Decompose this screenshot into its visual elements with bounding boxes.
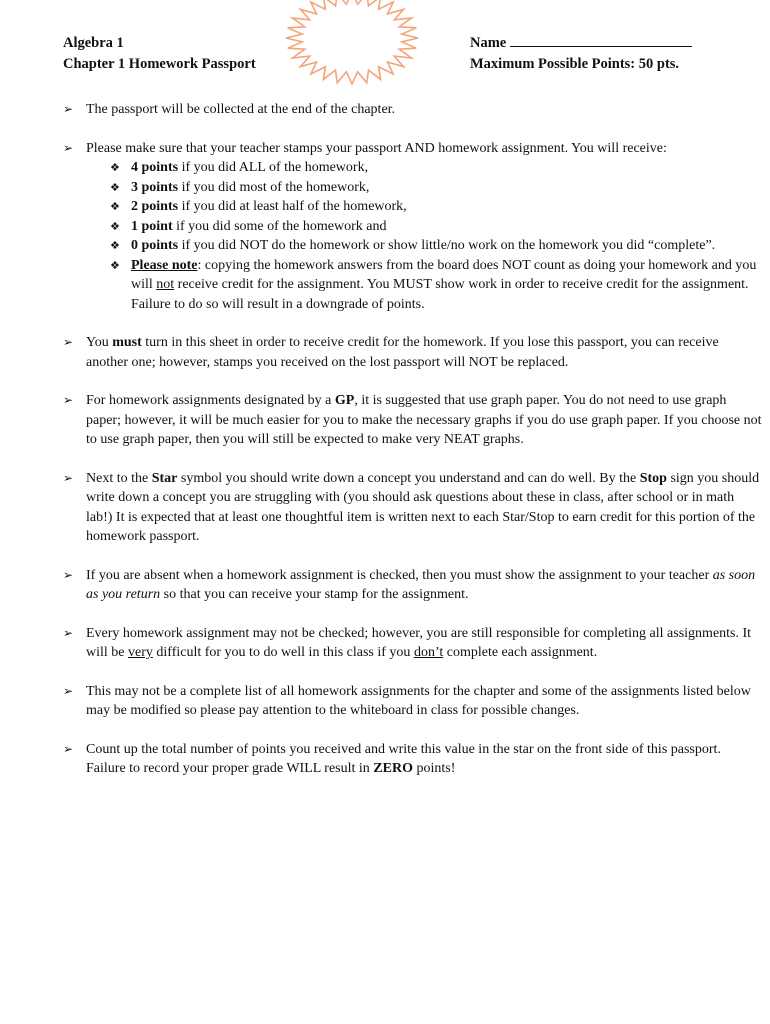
- rule-must-turn-in: ➢ You must turn in this sheet in order to receive credit for the homework. If you lose this passport, you can receive another one; however, stamps you received on the lost passport will NOT be replaced.: [63, 335, 719, 370]
- arrow-bullet-icon: ➢: [63, 102, 74, 116]
- list-item: ❖ 4 points if you did ALL of the homework,: [86, 158, 763, 178]
- page-title: Chapter 1 Homework Passport: [63, 56, 256, 72]
- points-list: [86, 158, 763, 314]
- course-name: Algebra 1: [63, 35, 124, 51]
- diamond-bullet-icon: ❖: [110, 239, 120, 252]
- diamond-bullet-icon: ❖: [110, 200, 120, 213]
- list-item: ❖ 0 points if you did NOT do the homework or show little/no work on the homework you did “complete”.: [86, 236, 763, 256]
- name-field: [470, 33, 692, 54]
- rule-graph-paper: ➢ For homework assignments designated by a GP, it is suggested that use graph paper. You do not need to use graph paper; however, it will be much easier for you to make the necessary graphs if you do use graph paper. If you choose not to use graph paper, then you will still be expected to make very NEAT graphs.: [63, 393, 762, 447]
- note-item: ❖ Please note: copying the homework answers from the board does NOT count as doing your homework and you will not receive credit for the assignment. You MUST show work in order to receive credit for the assignment. Failure to do so will result in a downgrade of points.: [110, 257, 757, 312]
- list-item: ❖ 2 points if you did at least half of the homework,: [86, 197, 763, 217]
- rules-list: [63, 100, 763, 798]
- arrow-bullet-icon: ➢: [63, 567, 74, 582]
- rule-count-points: ➢ Count up the total number of points you received and write this value in the star on the front side of this passport. Failure to record your proper grade WILL result in ZERO points!: [63, 741, 721, 776]
- rule-stamps: ➢ Please make sure that your teacher stamps your passport AND homework assignment. You will receive: ❖ 4 points if you did ALL of the homework, ❖ 3 points if you did most of the homework, ❖ 2 points if you did at least half of the homework, ❖ 1 point if you did some of the homework and ❖ 0 points if you did NOT do the homework or show little/no work on the homework you did “complete”. ❖ Please note: copying the homework answers from the board does NOT count as doing your homework and you will not receive credit for the assignment. You MUST show work in order to receive credit for the assignment. Failure to do so will result in a downgrade of points.: [63, 139, 763, 315]
- name-label: Name: [470, 35, 507, 51]
- diamond-bullet-icon: ❖: [110, 180, 120, 194]
- rule-list-incomplete: ➢ This may not be a complete list of all homework assignments for the chapter and some of the assignments listed below may be modified so please pay attention to the whiteboard in class for possible changes.: [63, 683, 751, 718]
- arrow-bullet-icon: ➢: [63, 683, 74, 698]
- diamond-bullet-icon: ❖: [110, 161, 120, 174]
- header-right: [470, 33, 692, 75]
- rule-collected: ➢ The passport will be collected at the end of the chapter.: [63, 100, 763, 120]
- max-points: Maximum Possible Points: 50 pts.: [470, 56, 680, 72]
- rule-responsible: ➢ Every homework assignment may not be checked; however, you are still responsible for completing all assignments. It will be very difficult for you to do well in this class if you don’t complete each assignment.: [63, 625, 752, 660]
- arrow-bullet-icon: ➢: [63, 470, 74, 485]
- arrow-bullet-icon: ➢: [63, 335, 74, 349]
- diamond-bullet-icon: ❖: [110, 258, 120, 272]
- header-left: [63, 33, 256, 75]
- rule-star-stop: ➢ Next to the Star symbol you should write down a concept you understand and can do well. By the Stop sign you should write down a concept you are struggling with (you should ask questions about these in class, after school or in math lab!) It is expected that at least one thoughtful item is written next to each Star/Stop to earn credit for this portion of the homework passport.: [63, 470, 760, 544]
- arrow-bullet-icon: ➢: [63, 625, 74, 640]
- rule-absent: ➢ If you are absent when a homework assignment is checked, then you must show the assignment to your teacher as soon as you return so that you can receive your stamp for the assignment.: [63, 567, 756, 602]
- arrow-bullet-icon: ➢: [63, 140, 74, 155]
- starburst-icon: [272, 0, 432, 94]
- list-item: ❖ 3 points if you did most of the homework,: [86, 178, 763, 198]
- arrow-bullet-icon: ➢: [63, 393, 74, 407]
- diamond-bullet-icon: ❖: [110, 219, 120, 233]
- arrow-bullet-icon: ➢: [63, 741, 74, 756]
- name-line: [510, 33, 692, 47]
- list-item: ❖ 1 point if you did some of the homework and: [86, 217, 763, 237]
